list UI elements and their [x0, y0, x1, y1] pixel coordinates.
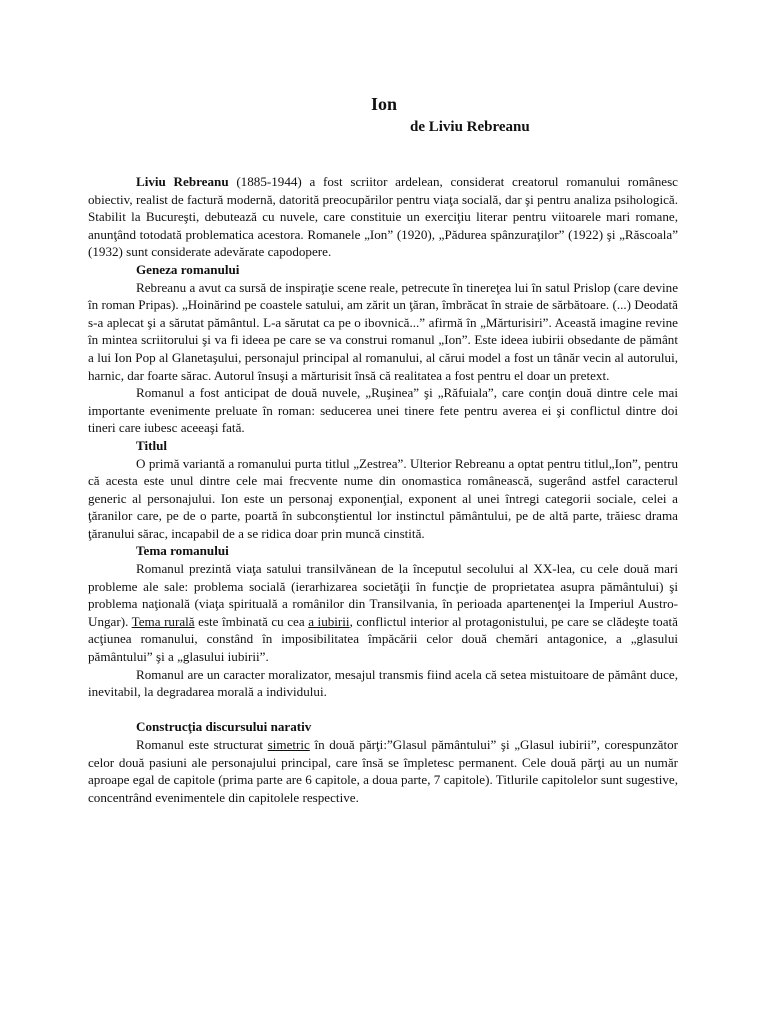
- constructia-text-b: în două părţi:”Glasul pământului” şi „Glasul iubirii”, corespunzător celor două pasiuni ale personajului principal, care însă se împletesc permanent. Cele două părţi au un număr aproape egal de capitole (prima parte are 6 capitole, a doua parte, 7 capitole). Titlurile capitolelor sunt sugestive, concentrând evenimentele din capitolele respective.: [88, 737, 678, 805]
- tema-rurala-underlined: Tema rurală: [131, 613, 195, 629]
- constructia-paragraph-1: [88, 736, 678, 806]
- section-heading-constructia: Construcţia discursului narativ: [136, 719, 312, 735]
- titlul-paragraph-1: O primă variantă a romanului purta titlul „Zestrea”. Ulterior Rebreanu a optat pentru titlul„Ion”, pentru că acesta este unul dintre cele mai frecvente nume din onomastica românească, sugerând astfel caracterul generic al personajului. Ion este un personaj exponenţial, exponent al unei întregi categorii sociale, celei a ţăranilor care, pe de o parte, poartă în subconştientul lor instinctul pământului, pe de altă parte, trăiesc drama ţăranului sărac, incapabil de a se ridica doar prin muncă cinstită.: [88, 455, 678, 541]
- tema-iubirii-underlined: a iubirii: [308, 613, 350, 629]
- intro-paragraph: [88, 173, 678, 261]
- intro-text: (1885-1944) a fost scriitor ardelean, considerat creatorul romanului românesc obiectiv, realist de factură modernă, datorită preocupărilor pentru viaţa socială, dar şi pentru analiza psihologică. Stabilit la Bucureşti, debutează cu nuvele, care constituie un exerciţiu literar pentru viitoarele mari romane, anunţând totodată problematica acestora. Romanele „Ion” (1920), „Pădurea spânzuraţilor” (1922) şi „Răscoala” (1932) sunt considerate adevărate capodopere.: [88, 174, 678, 260]
- tema-paragraph-1: [88, 560, 678, 666]
- tema-text-b: este îmbinată cu cea: [194, 613, 309, 629]
- geneza-paragraph-2: Romanul a fost anticipat de două nuvele, „Ruşinea” şi „Răfuiala”, care conţin două dintre cele mai importante evenimente preluate în roman: seducerea unei tinere fete pentru averea ei şi conflictul dintre doi tineri care iubesc aceeaşi fată.: [88, 385, 678, 436]
- document-title: Ion: [370, 94, 397, 114]
- tema-text-a: Romanul prezintă viaţa satului transilvănean de la începutul secolului al XX-lea, cu cele două mari probleme ale sale: problema socială (ierarhizarea societăţii în funcţie de proprietatea asupra pământului) şi problema naţională (viaţa spirituală a românilor din Transilvania, în perioada apartenenţei la Imperiul Austro-Ungar).: [88, 561, 678, 629]
- section-heading-tema: Tema romanului: [136, 543, 229, 559]
- section-heading-titlul: Titlul: [136, 437, 168, 453]
- author-name: Liviu Rebreanu: [136, 174, 229, 189]
- constructia-text-a: Romanul este structurat: [136, 737, 268, 752]
- document-subtitle: de Liviu Rebreanu: [410, 119, 530, 135]
- document-body: [88, 173, 678, 806]
- tema-paragraph-2: Romanul are un caracter moralizator, mesajul transmis fiind acela că setea mistuitoare de pământ duce, inevitabil, la degradarea morală a individului.: [88, 666, 678, 700]
- simetric-underlined: simetric: [267, 737, 310, 752]
- tema-text-c: , conflictul interior al protagonistului, pe care se clădeşte toată acţiunea romanului, constând în imposibilitatea împăcării celor două chemări antagonice, a „glasului pământului” şi a „glasului iubirii”.: [88, 613, 678, 665]
- section-heading-geneza: Geneza romanului: [136, 261, 240, 277]
- geneza-paragraph-1: Rebreanu a avut ca sursă de inspiraţie scene reale, petrecute în tinereţea lui în satul Prislop (care devine în roman Pripas). „Hoinărind pe coastele satului, am zărit un ţăran, îmbrăcat în straie de sărbătoare. (...) Deodată s-a aplecat şi a sărutat pământul. L-a sărutat ca pe o ibovnică...” afirmă în „Mărturisiri”. Această imagine revine în mintea scriitorului şi va fi ideea pe care se va construi romanul „Ion”. Este ideea iubirii obsedante de pământ a lui Ion Pop al Glanetaşului, personajul principal al romanului, al cărui model a fost un tânăr vecin al autorului, harnic, dar foarte sărac. Autorul însuşi a mărturisit însă că realitatea a fost pentru el doar un pretext.: [88, 279, 678, 383]
